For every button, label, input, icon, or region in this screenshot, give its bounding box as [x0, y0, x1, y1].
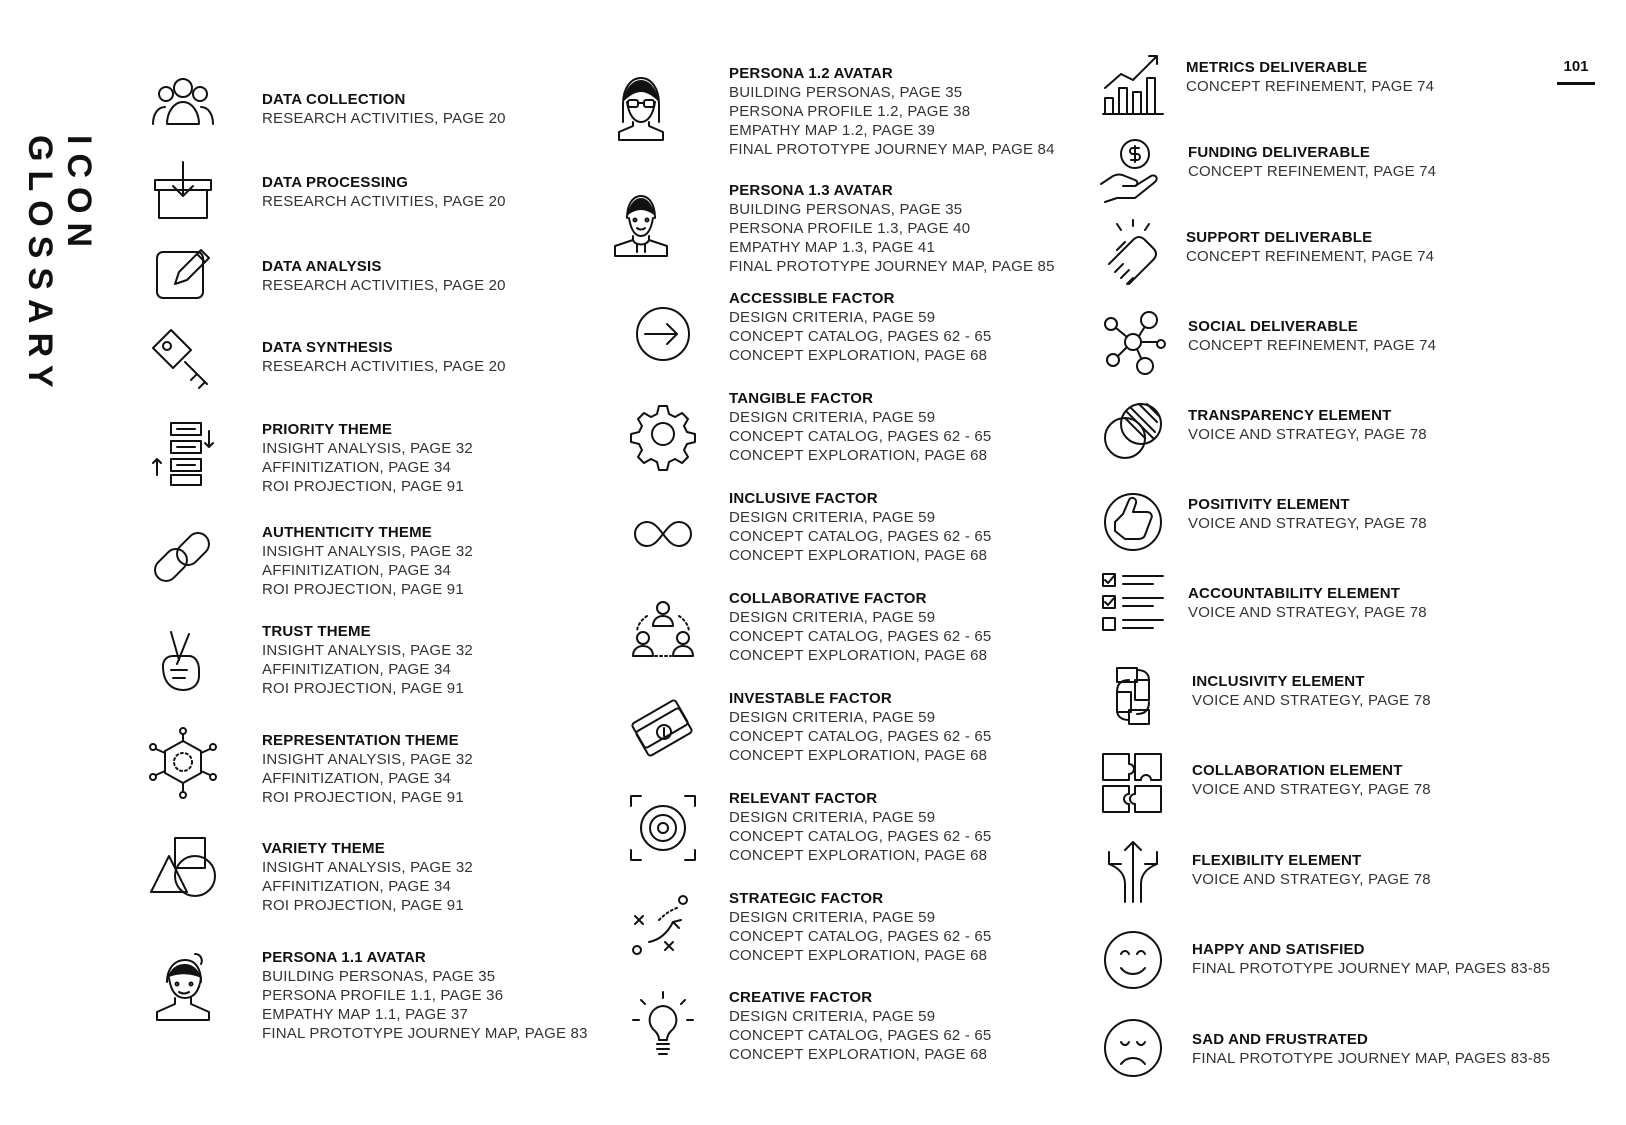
entry-reference: INSIGHT ANALYSIS, PAGE 32 [262, 859, 473, 876]
entry-text [262, 523, 473, 599]
entry-title: DATA COLLECTION [262, 91, 406, 108]
entry-title: SOCIAL DELIVERABLE [1188, 318, 1359, 335]
entry-title: STRATEGIC FACTOR [729, 890, 884, 907]
thumbs-up-icon [1095, 482, 1171, 558]
entry-title: COLLABORATIVE FACTOR [729, 590, 927, 607]
entry-text [1192, 761, 1431, 799]
entry-text [1188, 143, 1436, 181]
overlap-circles-icon [1095, 394, 1171, 470]
entry-reference: INSIGHT ANALYSIS, PAGE 32 [262, 440, 473, 457]
entry-title: ACCOUNTABILITY ELEMENT [1188, 585, 1401, 602]
entry-reference: DESIGN CRITERIA, PAGE 59 [729, 709, 936, 726]
entry-reference: CONCEPT REFINEMENT, PAGE 74 [1188, 337, 1437, 354]
entry-reference: VOICE AND STRATEGY, PAGE 78 [1188, 426, 1427, 443]
entry-reference: CONCEPT CATALOG, PAGES 62 - 65 [729, 528, 992, 545]
entry-reference: BUILDING PERSONAS, PAGE 35 [729, 84, 963, 101]
lightbulb-icon [625, 988, 701, 1064]
entry-title: INCLUSIVE FACTOR [729, 490, 878, 507]
entry-text [729, 289, 991, 365]
persona-glasses-avatar-icon [603, 68, 679, 144]
entry-title: METRICS DELIVERABLE [1186, 59, 1368, 76]
entry-reference: CONCEPT EXPLORATION, PAGE 68 [729, 647, 988, 664]
entry-reference: RESEARCH ACTIVITIES, PAGE 20 [262, 358, 506, 375]
entry-reference: EMPATHY MAP 1.1, PAGE 37 [262, 1006, 468, 1023]
entry-title: TRANSPARENCY ELEMENT [1188, 407, 1392, 424]
entry-reference: AFFINITIZATION, PAGE 34 [262, 562, 452, 579]
money-bills-icon [625, 690, 701, 766]
entry-reference: VOICE AND STRATEGY, PAGE 78 [1192, 692, 1431, 709]
entry-reference: FINAL PROTOTYPE JOURNEY MAP, PAGE 83 [262, 1025, 588, 1042]
entry-text [1186, 58, 1434, 96]
entry-reference: CONCEPT CATALOG, PAGES 62 - 65 [729, 428, 992, 445]
entry-text [262, 839, 473, 915]
entry-reference: CONCEPT EXPLORATION, PAGE 68 [729, 547, 988, 564]
checklist-icon [1095, 566, 1171, 642]
entry-reference: DESIGN CRITERIA, PAGE 59 [729, 1008, 936, 1025]
entry-title: INVESTABLE FACTOR [729, 690, 892, 707]
glossary-title-text: ICON GLOSSARY [21, 135, 98, 397]
entry-reference: VOICE AND STRATEGY, PAGE 78 [1188, 604, 1427, 621]
entry-reference: CONCEPT EXPLORATION, PAGE 68 [729, 447, 988, 464]
entry-text [1186, 228, 1434, 266]
entry-text [729, 689, 991, 765]
priority-sort-icon [145, 415, 221, 491]
entry-text [729, 589, 991, 665]
entry-reference: EMPATHY MAP 1.3, PAGE 41 [729, 239, 935, 256]
entry-title: PERSONA 1.1 AVATAR [262, 949, 426, 966]
entry-reference: CONCEPT CATALOG, PAGES 62 - 65 [729, 928, 992, 945]
entry-reference: CONCEPT EXPLORATION, PAGE 68 [729, 347, 988, 364]
entry-title: SAD AND FRUSTRATED [1192, 1031, 1369, 1048]
entry-reference: CONCEPT EXPLORATION, PAGE 68 [729, 847, 988, 864]
entry-reference: CONCEPT EXPLORATION, PAGE 68 [729, 747, 988, 764]
entry-reference: CONCEPT REFINEMENT, PAGE 74 [1186, 78, 1435, 95]
shapes-icon [145, 830, 221, 906]
entry-reference: AFFINITIZATION, PAGE 34 [262, 661, 452, 678]
entry-reference: INSIGHT ANALYSIS, PAGE 32 [262, 751, 473, 768]
entry-title: DATA SYNTHESIS [262, 339, 393, 356]
page-number-rule [1557, 82, 1595, 85]
page-number: 101 [1563, 58, 1589, 75]
entry-text [1192, 672, 1431, 710]
persona-hoodie-avatar-icon [603, 184, 679, 260]
happy-face-icon [1095, 922, 1171, 998]
entry-title: POSITIVITY ELEMENT [1188, 496, 1350, 513]
entry-text [262, 90, 506, 128]
puzzle-icon [1095, 746, 1171, 822]
social-network-icon [1095, 304, 1171, 380]
entry-text [262, 173, 506, 211]
glossary-title [21, 135, 98, 525]
entry-reference: AFFINITIZATION, PAGE 34 [262, 770, 452, 787]
linked-hands-icon [1095, 658, 1171, 734]
entry-reference: CONCEPT CATALOG, PAGES 62 - 65 [729, 1027, 992, 1044]
network-hexagon-icon [145, 725, 221, 801]
entry-text [1188, 406, 1427, 444]
entry-reference: VOICE AND STRATEGY, PAGE 78 [1192, 781, 1431, 798]
entry-title: PERSONA 1.3 AVATAR [729, 182, 893, 199]
entry-text [1188, 495, 1427, 533]
entry-reference: CONCEPT CATALOG, PAGES 62 - 65 [729, 728, 992, 745]
entry-title: TANGIBLE FACTOR [729, 390, 874, 407]
entry-reference: FINAL PROTOTYPE JOURNEY MAP, PAGE 85 [729, 258, 1055, 275]
gear-icon [625, 396, 701, 472]
entry-reference: BUILDING PERSONAS, PAGE 35 [262, 968, 496, 985]
entry-text [1192, 940, 1550, 978]
entry-reference: VOICE AND STRATEGY, PAGE 78 [1188, 515, 1427, 532]
entry-reference: DESIGN CRITERIA, PAGE 59 [729, 609, 936, 626]
inbox-download-icon [145, 152, 221, 228]
entry-reference: CONCEPT REFINEMENT, PAGE 74 [1186, 248, 1435, 265]
entry-title: HAPPY AND SATISFIED [1192, 941, 1365, 958]
entry-title: COLLABORATION ELEMENT [1192, 762, 1403, 779]
strategy-play-icon [625, 890, 701, 966]
entry-title: SUPPORT DELIVERABLE [1186, 229, 1373, 246]
entry-text [1192, 1030, 1550, 1068]
entry-title: TRUST THEME [262, 623, 371, 640]
handshake-icon [1095, 216, 1171, 292]
chain-link-icon [145, 520, 221, 596]
entry-title: CREATIVE FACTOR [729, 989, 873, 1006]
entry-reference: CONCEPT REFINEMENT, PAGE 74 [1188, 163, 1437, 180]
entry-reference: CONCEPT CATALOG, PAGES 62 - 65 [729, 328, 992, 345]
entry-title: AUTHENTICITY THEME [262, 524, 432, 541]
entry-text [729, 389, 991, 465]
target-icon [625, 790, 701, 866]
entry-reference: EMPATHY MAP 1.2, PAGE 39 [729, 122, 935, 139]
entry-text [262, 948, 588, 1043]
team-icon [625, 590, 701, 666]
entry-text [262, 731, 473, 807]
entry-reference: CONCEPT CATALOG, PAGES 62 - 65 [729, 828, 992, 845]
entry-text [729, 64, 1055, 159]
entry-reference: BUILDING PERSONAS, PAGE 35 [729, 201, 963, 218]
entry-text [729, 988, 991, 1064]
entry-text [262, 420, 473, 496]
entry-reference: INSIGHT ANALYSIS, PAGE 32 [262, 642, 473, 659]
people-group-icon [145, 68, 221, 144]
sad-face-icon [1095, 1010, 1171, 1086]
persona-ponytail-avatar-icon [145, 948, 221, 1024]
entry-title: REPRESENTATION THEME [262, 732, 459, 749]
bar-chart-growth-icon [1095, 48, 1171, 124]
entry-title: DATA ANALYSIS [262, 258, 382, 275]
entry-text [262, 257, 506, 295]
entry-title: DATA PROCESSING [262, 174, 409, 191]
entry-reference: DESIGN CRITERIA, PAGE 59 [729, 809, 936, 826]
entry-reference: RESEARCH ACTIVITIES, PAGE 20 [262, 277, 506, 294]
entry-title: FUNDING DELIVERABLE [1188, 144, 1371, 161]
entry-text [1192, 851, 1431, 889]
entry-reference: CONCEPT EXPLORATION, PAGE 68 [729, 1046, 988, 1063]
entry-title: FLEXIBILITY ELEMENT [1192, 852, 1362, 869]
entry-text [729, 489, 991, 565]
entry-reference: INSIGHT ANALYSIS, PAGE 32 [262, 543, 473, 560]
entry-reference: PERSONA PROFILE 1.1, PAGE 36 [262, 987, 504, 1004]
entry-reference: RESEARCH ACTIVITIES, PAGE 20 [262, 110, 506, 127]
entry-reference: ROI PROJECTION, PAGE 91 [262, 897, 464, 914]
infinity-icon [625, 496, 701, 572]
entry-text [262, 622, 473, 698]
entry-reference: DESIGN CRITERIA, PAGE 59 [729, 909, 936, 926]
entry-title: PERSONA 1.2 AVATAR [729, 65, 893, 82]
entry-title: ACCESSIBLE FACTOR [729, 290, 895, 307]
edit-pencil-icon [145, 236, 221, 312]
entry-text [729, 789, 991, 865]
entry-title: RELEVANT FACTOR [729, 790, 878, 807]
entry-reference: CONCEPT CATALOG, PAGES 62 - 65 [729, 628, 992, 645]
enter-arrow-icon [625, 296, 701, 372]
entry-reference: DESIGN CRITERIA, PAGE 59 [729, 509, 936, 526]
entry-title: VARIETY THEME [262, 840, 385, 857]
entry-text [729, 181, 1055, 276]
entry-reference: CONCEPT EXPLORATION, PAGE 68 [729, 947, 988, 964]
entry-reference: FINAL PROTOTYPE JOURNEY MAP, PAGES 83-85 [1192, 960, 1551, 977]
entry-reference: AFFINITIZATION, PAGE 34 [262, 878, 452, 895]
entry-reference: ROI PROJECTION, PAGE 91 [262, 789, 464, 806]
entry-title: PRIORITY THEME [262, 421, 393, 438]
entry-reference: ROI PROJECTION, PAGE 91 [262, 680, 464, 697]
hand-coin-icon [1095, 132, 1171, 208]
entry-reference: FINAL PROTOTYPE JOURNEY MAP, PAGES 83-85 [1192, 1050, 1551, 1067]
entry-text [262, 338, 506, 376]
entry-text [729, 889, 991, 965]
split-arrows-icon [1095, 832, 1171, 908]
key-icon [145, 318, 221, 394]
entry-reference: RESEARCH ACTIVITIES, PAGE 20 [262, 193, 506, 210]
entry-reference: ROI PROJECTION, PAGE 91 [262, 478, 464, 495]
entry-reference: DESIGN CRITERIA, PAGE 59 [729, 409, 936, 426]
entry-reference: FINAL PROTOTYPE JOURNEY MAP, PAGE 84 [729, 141, 1055, 158]
entry-reference: PERSONA PROFILE 1.3, PAGE 40 [729, 220, 971, 237]
entry-reference: PERSONA PROFILE 1.2, PAGE 38 [729, 103, 971, 120]
entry-reference: ROI PROJECTION, PAGE 91 [262, 581, 464, 598]
entry-reference: VOICE AND STRATEGY, PAGE 78 [1192, 871, 1431, 888]
entry-reference: AFFINITIZATION, PAGE 34 [262, 459, 452, 476]
entry-text [1188, 317, 1436, 355]
entry-text [1188, 584, 1427, 622]
entry-reference: DESIGN CRITERIA, PAGE 59 [729, 309, 936, 326]
crossed-fingers-icon [145, 622, 221, 698]
entry-title: INCLUSIVITY ELEMENT [1192, 673, 1365, 690]
